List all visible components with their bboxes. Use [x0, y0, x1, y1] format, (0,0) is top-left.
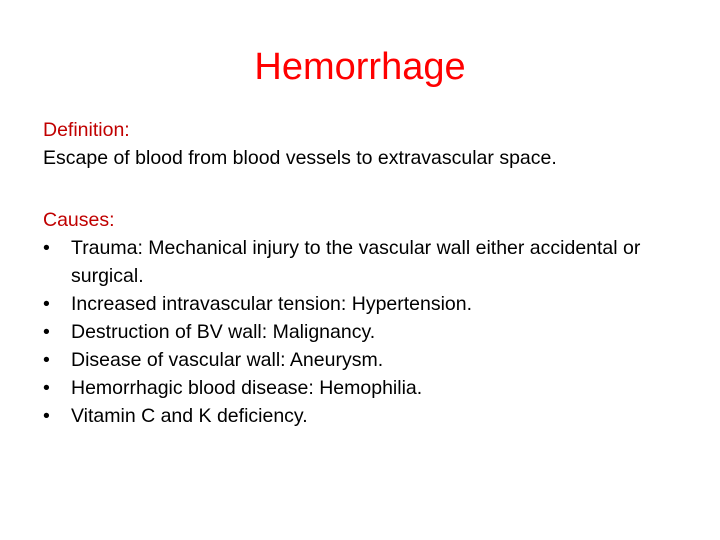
causes-list-item [43, 290, 683, 318]
bullet-icon: • [43, 237, 50, 259]
definition-heading: Definition: [43, 119, 130, 141]
cause-text: Trauma: Mechanical injury to the vascular wall either accidental or surgical. [71, 237, 641, 287]
bullet-icon: • [43, 377, 50, 399]
cause-text: Disease of vascular wall: Aneurysm. [71, 349, 384, 371]
causes-list [43, 234, 683, 430]
slide-title: Hemorrhage [254, 46, 466, 88]
causes-list-item [43, 402, 683, 430]
bullet-icon: • [43, 405, 50, 427]
causes-heading: Causes: [43, 209, 115, 231]
definition-text: Escape of blood from blood vessels to extravascular space. [43, 147, 557, 169]
causes-list-item [43, 374, 683, 402]
cause-text: Destruction of BV wall: Malignancy. [71, 321, 376, 343]
bullet-icon: • [43, 321, 50, 343]
slide-content [43, 116, 683, 430]
cause-text: Vitamin C and K deficiency. [71, 405, 308, 427]
bullet-icon: • [43, 293, 50, 315]
causes-list-item [43, 318, 683, 346]
cause-text: Hemorrhagic blood disease: Hemophilia. [71, 377, 423, 399]
section-spacer [43, 172, 683, 206]
cause-text: Increased intravascular tension: Hypertension. [71, 293, 473, 315]
bullet-icon: • [43, 349, 50, 371]
causes-list-item [43, 346, 683, 374]
causes-list-item [43, 234, 683, 290]
